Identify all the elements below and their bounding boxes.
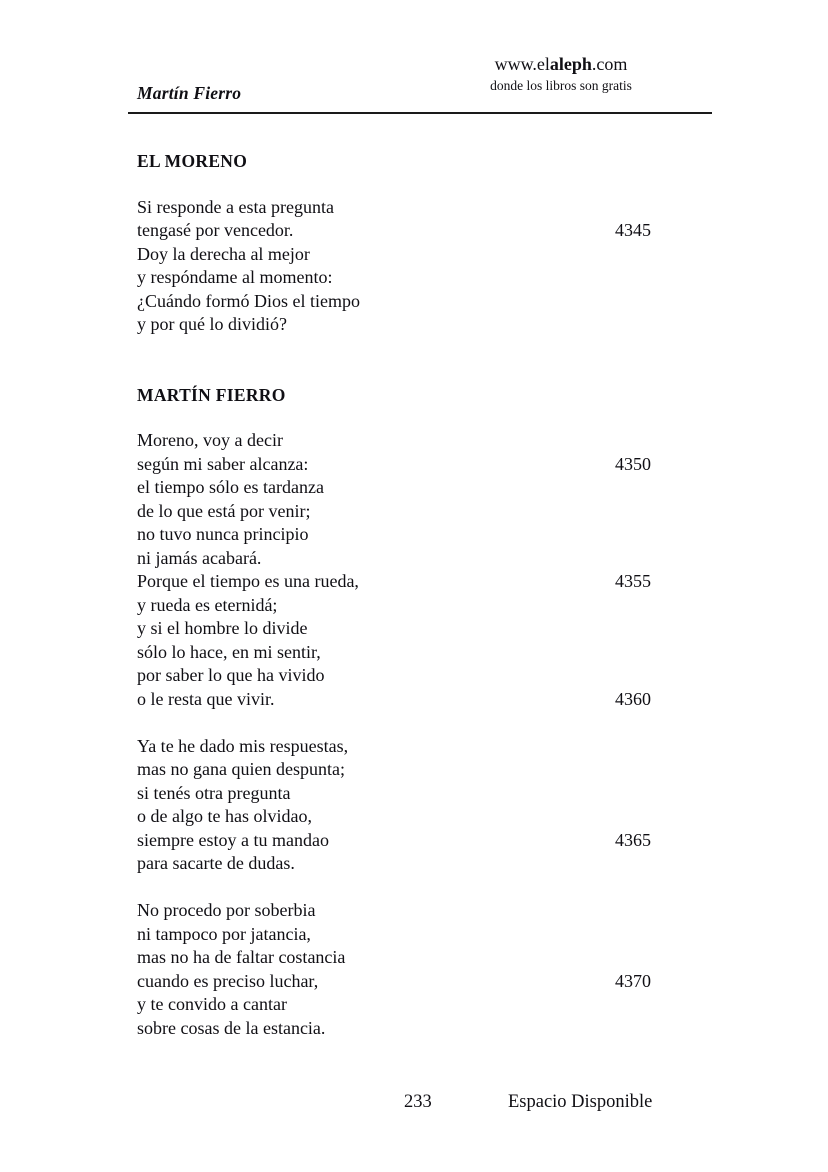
verse-text: Si responde a esta pregunta bbox=[137, 196, 334, 217]
verse-text: ¿Cuándo formó Dios el tiempo bbox=[137, 290, 360, 311]
site-url-prefix: www.el bbox=[494, 54, 550, 74]
verse-line bbox=[137, 243, 677, 267]
verse-text: y si el hombre lo divide bbox=[137, 618, 308, 638]
verse-text: o de algo te has olvidao, bbox=[137, 806, 312, 826]
stanza bbox=[137, 429, 677, 711]
verse-line bbox=[137, 923, 677, 947]
speaker-spacer bbox=[137, 407, 677, 429]
line-number: 4360 bbox=[615, 688, 651, 709]
verse-text: cuando es preciso luchar, bbox=[137, 970, 319, 991]
verse-text: Moreno, voy a decir bbox=[137, 430, 283, 450]
page-footer bbox=[0, 1092, 828, 1122]
verse-line bbox=[137, 829, 677, 853]
verse-text: sobre cosas de la estancia. bbox=[137, 1017, 326, 1038]
verse-text: siempre estoy a tu mandao bbox=[137, 829, 329, 850]
verse-line bbox=[137, 196, 677, 220]
verse-line bbox=[137, 429, 677, 453]
verse-line bbox=[137, 735, 677, 759]
stanza-spacer bbox=[137, 876, 677, 900]
verse-text: tengasé por vencedor. bbox=[137, 220, 294, 240]
verse-line bbox=[137, 313, 677, 337]
verse-line bbox=[137, 758, 677, 782]
book-title: Martín Fierro bbox=[137, 83, 242, 103]
verse-line bbox=[137, 617, 677, 641]
verse-text: sólo lo hace, en mi sentir, bbox=[137, 641, 321, 662]
site-url-brand: aleph bbox=[549, 54, 592, 74]
site-branding bbox=[416, 52, 706, 96]
site-url-suffix: .com bbox=[591, 54, 628, 74]
speaker-heading: EL MORENO bbox=[137, 151, 248, 171]
verse-line bbox=[137, 688, 677, 712]
verse-text: y te convido a cantar bbox=[137, 994, 287, 1014]
verse-line bbox=[137, 970, 677, 994]
verse-line bbox=[137, 476, 677, 500]
verse-line bbox=[137, 852, 677, 876]
section-spacer bbox=[137, 337, 677, 384]
verse-text: Doy la derecha al mejor bbox=[137, 243, 310, 264]
running-head bbox=[128, 52, 712, 110]
verse-line bbox=[137, 453, 677, 477]
stanza bbox=[137, 899, 677, 1040]
verse-text: ni jamás acabará. bbox=[137, 547, 262, 568]
verse-text: de lo que está por venir; bbox=[137, 500, 311, 521]
line-number: 4350 bbox=[615, 453, 651, 474]
verse-text: mas no ha de faltar costancia bbox=[137, 947, 346, 967]
verse-line bbox=[137, 266, 677, 290]
line-number: 4345 bbox=[615, 220, 651, 240]
verse-line bbox=[137, 219, 677, 243]
verse-text: y respóndame al momento: bbox=[137, 267, 333, 287]
page-number: 233 bbox=[404, 1092, 432, 1112]
verse-text: Porque el tiempo es una rueda, bbox=[137, 571, 359, 591]
line-number: 4370 bbox=[615, 970, 651, 991]
verse-text: para sacarte de dudas. bbox=[137, 853, 295, 873]
site-url bbox=[416, 52, 706, 76]
speaker-heading: MARTÍN FIERRO bbox=[137, 384, 286, 405]
verse-line bbox=[137, 641, 677, 665]
speaker-spacer bbox=[137, 174, 677, 196]
verse-text: y rueda es eternidá; bbox=[137, 594, 278, 615]
verse-text: No procedo por soberbia bbox=[137, 900, 316, 920]
verse-text: si tenés otra pregunta bbox=[137, 782, 291, 803]
verse-line bbox=[137, 570, 677, 594]
verse-text: ni tampoco por jatancia, bbox=[137, 923, 311, 944]
verse-line bbox=[137, 500, 677, 524]
verse-text: según mi saber alcanza: bbox=[137, 453, 309, 474]
line-number: 4355 bbox=[615, 571, 651, 591]
verse-text: Ya te he dado mis respuestas, bbox=[137, 735, 349, 756]
verse-text: mas no gana quien despunta; bbox=[137, 759, 345, 779]
verse-line bbox=[137, 547, 677, 571]
verse-line bbox=[137, 993, 677, 1017]
verse-line bbox=[137, 899, 677, 923]
verse-text: el tiempo sólo es tardanza bbox=[137, 477, 324, 497]
verse-line bbox=[137, 805, 677, 829]
poem-body bbox=[137, 150, 677, 1040]
stanza bbox=[137, 196, 677, 337]
verse-text: y por qué lo dividió? bbox=[137, 314, 287, 334]
verse-text: por saber lo que ha vivido bbox=[137, 665, 325, 685]
verse-line bbox=[137, 523, 677, 547]
verse-line bbox=[137, 664, 677, 688]
footer-note: Espacio Disponible bbox=[508, 1092, 653, 1112]
verse-line bbox=[137, 1017, 677, 1041]
line-number: 4365 bbox=[615, 829, 651, 850]
verse-line bbox=[137, 290, 677, 314]
verse-line bbox=[137, 782, 677, 806]
verse-line bbox=[137, 946, 677, 970]
stanza-spacer bbox=[137, 711, 677, 735]
verse-text: o le resta que vivir. bbox=[137, 688, 275, 709]
verse-line bbox=[137, 594, 677, 618]
site-tagline: donde los libros son gratis bbox=[490, 78, 632, 94]
header-rule bbox=[128, 112, 712, 114]
stanza bbox=[137, 735, 677, 876]
verse-text: no tuvo nunca principio bbox=[137, 524, 309, 544]
